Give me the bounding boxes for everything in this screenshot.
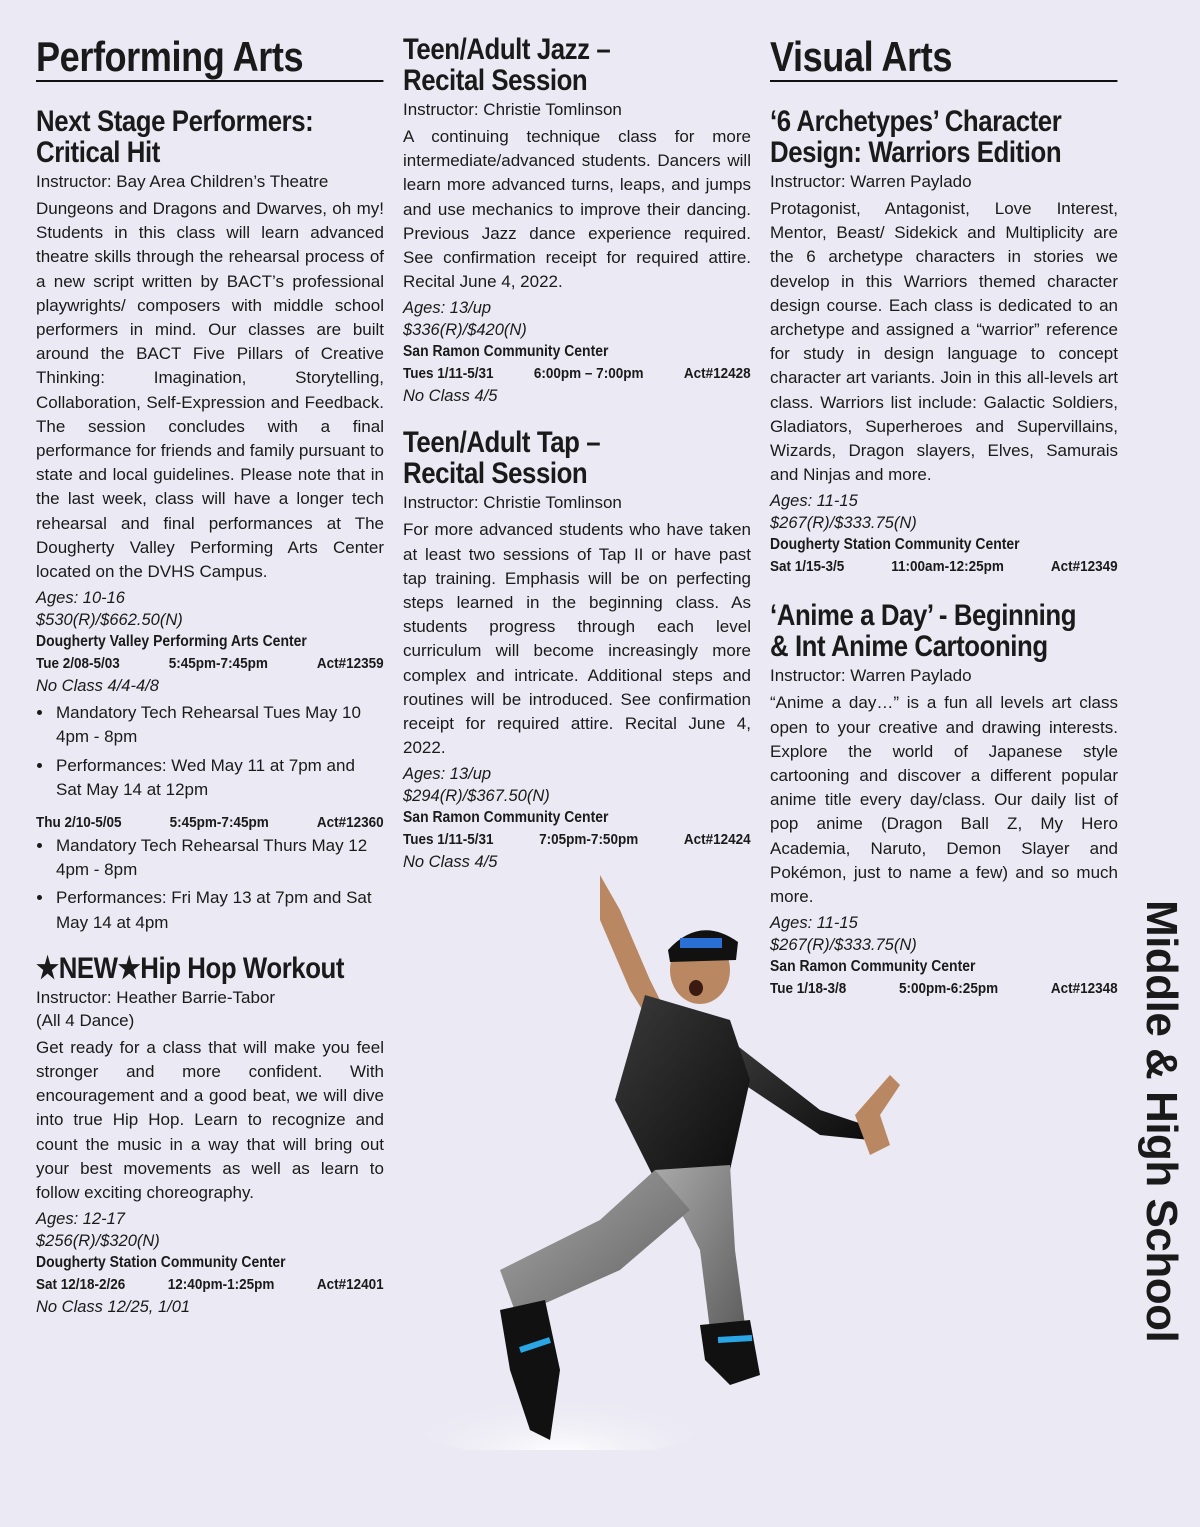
class-title: ★NEW★Hip Hop Workout <box>36 951 345 985</box>
schedule-time: 12:40pm-1:25pm <box>167 1276 275 1294</box>
list-item: • Performances: Fri May 13 at 7pm and Sat May 14 at 4pm <box>54 886 384 934</box>
instructor: Instructor: Bay Area Children’s Theatre <box>36 172 329 191</box>
location: San Ramon Community Center <box>770 958 976 976</box>
schedule-time: 5:45pm-7:45pm <box>169 814 269 832</box>
class-anime <box>770 600 1118 1000</box>
instructor: Instructor: Christie Tomlinson <box>403 493 622 513</box>
price: $267(R)/$333.75(N) <box>770 936 917 955</box>
activity-number[interactable]: Act#12424 <box>683 831 751 849</box>
class-title-line2: Design: Warriors Edition <box>770 136 1062 169</box>
price: $530(R)/$662.50(N) <box>36 611 183 630</box>
schedule-row <box>770 556 1118 578</box>
no-class-note: No Class 4/4-4/8 <box>36 677 159 696</box>
class-archetypes <box>770 106 1118 578</box>
class-title-line1: Teen/Adult Tap – <box>403 426 601 460</box>
class-title <box>403 427 750 489</box>
ages: Ages: 12-17 <box>36 1210 125 1229</box>
description: Protagonist, Antagonist, Love Interest, Mentor, Beast/ Sidekick and Multiplicity are the 6 archetype characters in stories we develop in this Warriors themed character design course. Each class is dedicated to an archetype and assigned a “warrior” reference for study in design language to concept character art variants. Join in this all-levels art class. Warriors list include: Galactic Soldiers, Gladiators, Superheroes and Supervillains, Wizards, Dragon slayers, Elves, Samurais and Ninjas and more. <box>770 199 1118 485</box>
schedule-days: Thu 2/10-5/05 <box>36 814 122 832</box>
activity-number[interactable]: Act#12428 <box>683 365 751 383</box>
activity-number[interactable]: Act#12401 <box>316 1276 384 1294</box>
schedule-time: 6:00pm – 7:00pm <box>533 365 644 383</box>
no-class-note: No Class 4/5 <box>403 387 498 406</box>
schedule-days: Sat 1/15-3/5 <box>770 558 845 576</box>
class-title-line1: Next Stage Performers: <box>36 105 314 138</box>
schedule-row <box>403 363 751 385</box>
schedule-days: Tues 1/11-5/31 <box>403 831 494 849</box>
activity-number[interactable]: Act#12348 <box>1050 980 1118 998</box>
column-middle <box>403 34 751 873</box>
class-title-line1: ‘6 Archetypes’ Character <box>770 105 1062 138</box>
description: Dungeons and Dragons and Dwarves, oh my! Students in this class will learn advanced theatre skills through the rehearsal process of a new script written by BACT’s professional playwrights/ composers with middle school performers in mind. Our classes are built around the BACT Five Pillars of Creative Thinking: Imagination, Storytelling, Collaboration, Self-Expression and Feedback. The session concludes with a final performance for friends and family pursuant to state and local guidelines. Please note that in the last week, class will have a longer tech rehearsal and final performances at The Dougherty Valley Performing Arts Center located on the DVHS Campus. <box>36 199 384 582</box>
no-class-note: No Class 12/25, 1/01 <box>36 1298 191 1317</box>
ages: Ages: 11-15 <box>770 492 858 511</box>
activity-number[interactable]: Act#12349 <box>1050 558 1118 576</box>
class-title-line1: Teen/Adult Jazz – <box>403 33 611 66</box>
location: Dougherty Valley Performing Arts Center <box>36 633 307 651</box>
side-label-audience <box>1137 900 1192 1380</box>
price: $267(R)/$333.75(N) <box>770 514 917 533</box>
class-title <box>770 106 1117 168</box>
list-item: • Mandatory Tech Rehearsal Thurs May 12 4pm - 8pm <box>54 834 384 882</box>
list-item: • Mandatory Tech Rehearsal Tues May 10 4pm - 8pm <box>54 701 384 749</box>
schedule-time: 7:05pm-7:50pm <box>539 831 639 849</box>
instructor-org: (All 4 Dance) <box>36 1010 135 1030</box>
description: A continuing technique class for more intermediate/advanced students. Dancers will learn more advanced turns, leaps, and jumps and use mechanics to improve their dancing. Previous Jazz dance experience required. See confirmation receipt for required attire. Recital June 4, 2022. <box>403 127 751 292</box>
location: Dougherty Station Community Center <box>770 536 1020 554</box>
column-right <box>770 34 1118 1000</box>
class-title-line2: Critical Hit <box>36 136 160 169</box>
schedule-row <box>36 1274 384 1296</box>
location: Dougherty Station Community Center <box>36 1254 286 1272</box>
class-hip-hop <box>36 953 384 1318</box>
description: Get ready for a class that will make you feel stronger and more confident. With encouragement and a good beat, we will dive into true Hip Hop. Learn to recognize and count the music in a way that will bring out your best movements as well as learn to follow exciting choreography. <box>36 1037 384 1203</box>
price: $336(R)/$420(N) <box>403 321 527 340</box>
schedule-row <box>770 978 1118 1000</box>
description: “Anime a day…” is a fun all levels art class open to your creative and drawing interests. Explore the world of Japanese style cartooning and discover a different popular anime title every day/class. Our daily list of pop anime (Dragon Ball Z, My Hero Academia, Naruto, Demon Slayer and Pokémon, just to name a few) and so much more. <box>770 693 1118 907</box>
schedule-days: Tues 1/11-5/31 <box>403 365 494 383</box>
location: San Ramon Community Center <box>403 809 609 827</box>
list-item: • Performances: Wed May 11 at 7pm and Sat May 14 at 12pm <box>54 754 384 802</box>
ages: Ages: 10-16 <box>36 589 125 608</box>
column-left <box>36 34 384 1318</box>
location: San Ramon Community Center <box>403 343 609 361</box>
class-title <box>770 600 1117 662</box>
schedule-days: Tue 2/08-5/03 <box>36 655 120 673</box>
section-heading-visual-arts: Visual Arts <box>770 34 1117 82</box>
schedule-row <box>36 812 384 834</box>
description: For more advanced students who have taken at least two sessions of Tap II or have past tap training. Emphasis will be on perfecting steps learned in the beginning class. As students progress through each level curriculum will become increasingly more complex and intricate. Additional steps and routines will be introduced. See confirmation receipt for required attire. Recital June 4, 2022. <box>403 520 751 758</box>
class-tap <box>403 427 751 873</box>
schedule-days: Tue 1/18-3/8 <box>770 980 847 998</box>
class-title-line2: Recital Session <box>403 64 588 97</box>
side-label-text: Middle & High School <box>1137 900 1186 1343</box>
activity-number[interactable]: Act#12359 <box>316 655 384 673</box>
ages: Ages: 13/up <box>403 765 492 784</box>
class-jazz <box>403 34 751 407</box>
class-title-line2: & Int Anime Cartooning <box>770 630 1048 664</box>
schedule-time: 5:00pm-6:25pm <box>899 980 999 998</box>
session-notes <box>36 834 384 935</box>
schedule-row <box>403 829 751 851</box>
price: $294(R)/$367.50(N) <box>403 787 550 806</box>
schedule-days: Sat 12/18-2/26 <box>36 1276 126 1294</box>
no-class-note: No Class 4/5 <box>403 853 498 872</box>
price: $256(R)/$320(N) <box>36 1232 160 1251</box>
class-title-line2: Recital Session <box>403 457 588 491</box>
ages: Ages: 13/up <box>403 299 492 318</box>
schedule-time: 11:00am-12:25pm <box>891 558 1004 576</box>
ages: Ages: 11-15 <box>770 914 858 933</box>
class-next-stage <box>36 106 384 935</box>
section-heading-performing-arts: Performing Arts <box>36 34 383 82</box>
instructor: Instructor: Warren Paylado <box>770 666 972 686</box>
activity-number[interactable]: Act#12360 <box>316 814 384 832</box>
schedule-time: 5:45pm-7:45pm <box>168 655 268 673</box>
instructor: Instructor: Christie Tomlinson <box>403 100 622 119</box>
session-notes <box>36 701 384 802</box>
instructor: Instructor: Heather Barrie-Tabor <box>36 987 276 1007</box>
class-title <box>403 34 750 96</box>
schedule-row <box>36 653 384 675</box>
instructor: Instructor: Warren Paylado <box>770 172 972 191</box>
class-title <box>36 106 383 168</box>
class-title-line1: ‘Anime a Day’ - Beginning <box>770 599 1077 633</box>
